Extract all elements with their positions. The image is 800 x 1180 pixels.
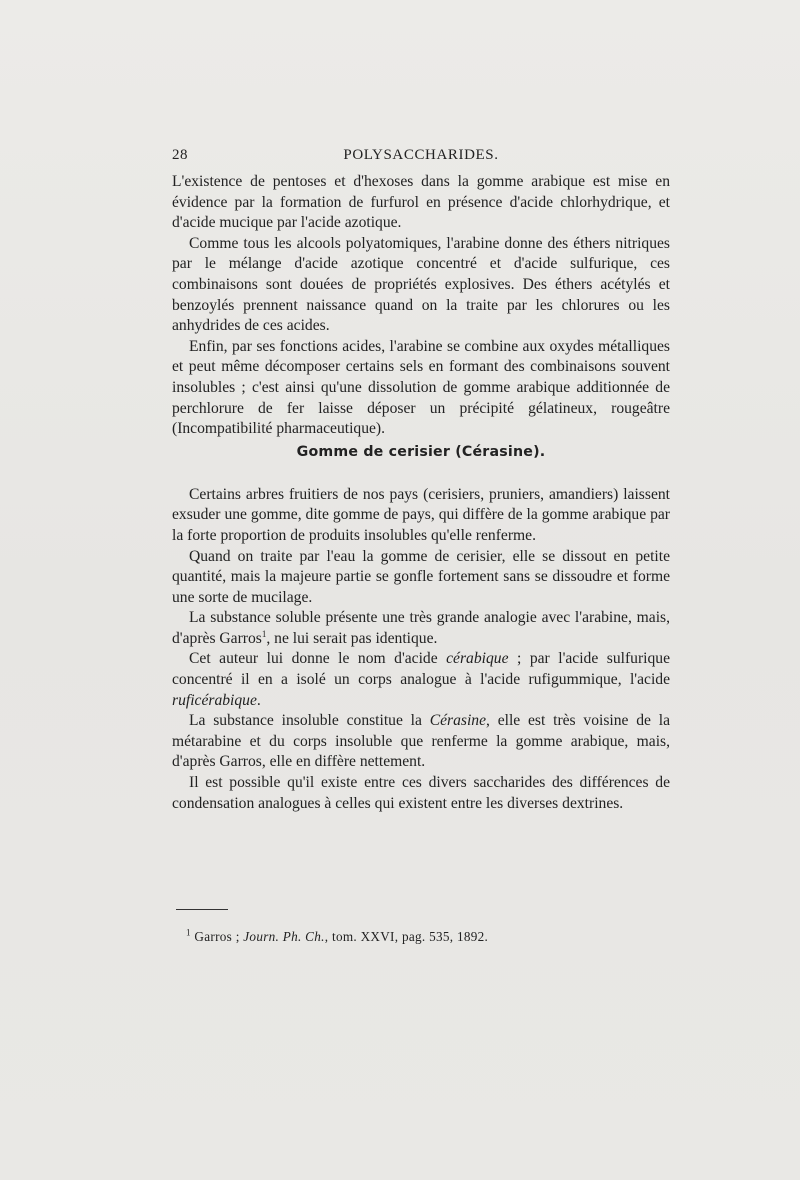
paragraph-text: , ne lui serait pas identique. bbox=[266, 629, 438, 647]
footnote-marker: 1 bbox=[186, 927, 191, 938]
paragraph: Quand on traite par l'eau la gomme de cerisier, elle se dissout en petite quantité, mais la majeure partie se gonfle fortement sans se dissoudre et forme une sorte de mucilage. bbox=[172, 547, 670, 606]
italic-term: cérabique bbox=[446, 650, 509, 668]
paragraph bbox=[172, 711, 670, 773]
paragraph-text: La substance soluble présente une très grande analogie avec l'arabine, mais, d'après Garros bbox=[172, 609, 670, 647]
footnote-details: , tom. XXVI, pag. 535, 1892. bbox=[324, 929, 489, 944]
paragraph bbox=[172, 649, 670, 711]
paragraph-text: . bbox=[256, 691, 261, 709]
paragraph: Comme tous les alcools polyatomiques, l'arabine donne des éthers nitriques par le mélange d'acide azotique concentré et d'acide sulfurique, ces combinaisons sont douées de propriétés explosives. Des éthers acétylés et benzoylés prennent naissance quand on la traite par les chlorures ou les anhydrides de ces acides. bbox=[172, 234, 670, 335]
italic-term: ruficérabique bbox=[172, 691, 257, 709]
footnote bbox=[186, 928, 666, 945]
section-heading: Gomme de cerisier (Cérasine). bbox=[296, 443, 546, 460]
paragraph: Enfin, par ses fonctions acides, l'arabine se combine aux oxydes métalliques et peut même décomposer certains sels en formant des combinaisons souvent insolubles ; c'est ainsi qu'une dissolution de gomme arabique additionnée de perchlorure de fer laisse déposer un précipité gélatineux, rougeâtre (Incompatibilité pharmaceutique). bbox=[172, 337, 670, 438]
body-text bbox=[172, 172, 670, 814]
footnote-journal: Journ. Ph. Ch. bbox=[243, 929, 325, 944]
paragraph-text: Cet auteur lui donne le nom d'acide bbox=[189, 650, 447, 668]
paragraph: L'existence de pentoses et d'hexoses dans la gomme arabique est mise en évidence par la formation de furfurol en présence d'acide chlorhydrique, et d'acide mucique par l'acide azotique. bbox=[172, 173, 670, 232]
paragraph-text: La substance insoluble constitue la bbox=[189, 712, 430, 730]
page-header bbox=[172, 147, 670, 167]
paragraph-text: , elle est très voisine de la métarabine et du corps insoluble que renferme la gomme arabique, mais, d'après Garros, elle en diffère nettement. bbox=[172, 712, 670, 771]
page-number: 28 bbox=[172, 147, 188, 163]
paragraph bbox=[172, 608, 670, 649]
running-title: POLYSACCHARIDES. bbox=[343, 147, 499, 163]
paragraph-text: ; par l'acide sulfurique concentré il en a isolé un corps analogue à l'acide rufigummique, l'acide bbox=[172, 650, 670, 689]
paragraph: Certains arbres fruitiers de nos pays (cerisiers, pruniers, amandiers) laissent exsuder une gomme, dite gomme de pays, qui diffère de la gomme arabique par la forte proportion de produits insolubles qu'elle renferme. bbox=[172, 485, 670, 544]
footnote-divider bbox=[176, 909, 228, 910]
footnote-author: Garros ; bbox=[194, 929, 240, 944]
paragraph: Il est possible qu'il existe entre ces divers saccharides des différences de condensation analogues à celles qui existent entre les diverses dextrines. bbox=[172, 774, 670, 812]
italic-term: Cérasine bbox=[429, 712, 487, 730]
footnote-reference: 1 bbox=[261, 628, 267, 639]
